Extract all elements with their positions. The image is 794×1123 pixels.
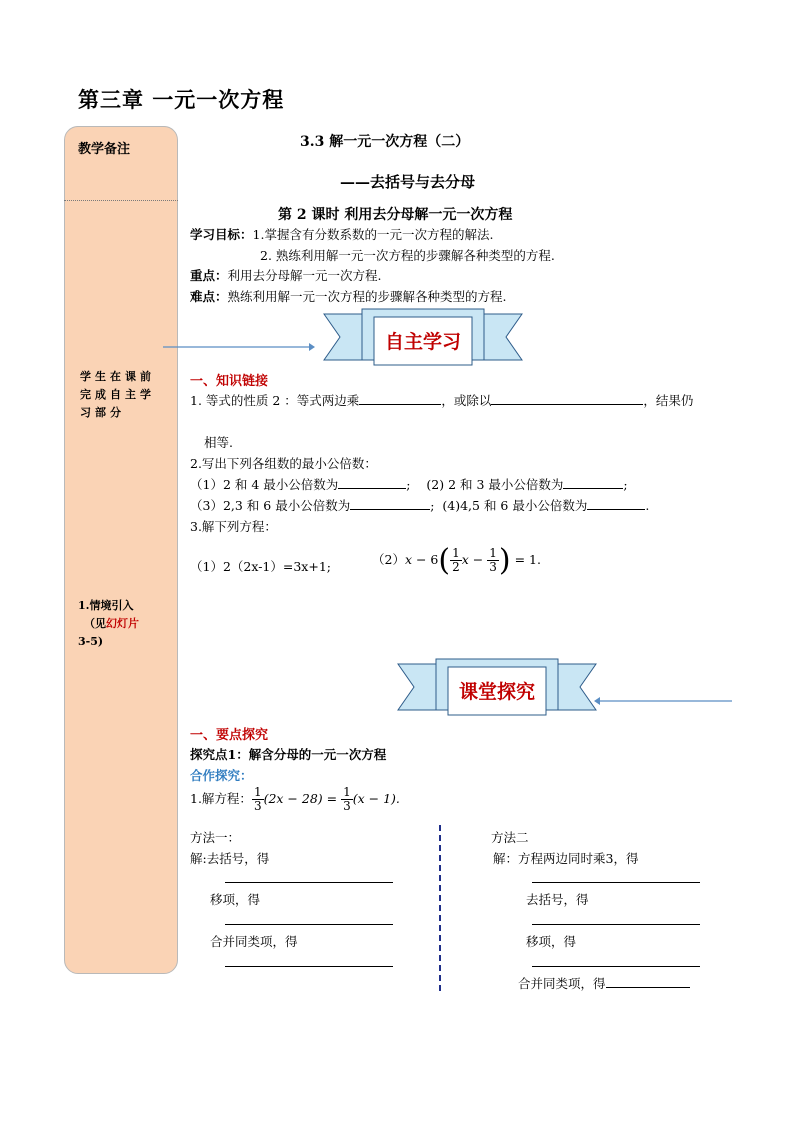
equation-1: （1）2（2x-1）=3x+1; [190, 559, 331, 574]
question-3: 3.解下列方程： [190, 519, 277, 534]
methods-divider [439, 825, 441, 991]
explore-point-1: 探究点1：解含分母的一元一次方程 [190, 747, 387, 762]
objective-item-1: 1.掌握含有分数系数的一元一次方程的解法. [252, 227, 494, 242]
method1-step-1: 解:去括号，得 [190, 851, 270, 866]
task-end: (x − 1). [352, 791, 400, 806]
method2-step-2: 去括号，得 [526, 892, 589, 907]
q1-text-a: 1. 等式的性质 2 ：等式两边乘 [190, 393, 360, 408]
method2-step-1: 解：方程两边同时乘3，得 [493, 851, 639, 866]
note-intro-slides: 幻灯片 [106, 617, 139, 630]
q1-continuation: 相等. [204, 435, 233, 450]
question-2-row-2: （3）2,3 和 6 最小公倍数为 ; (4)4,5 和 6 最小公倍数为 . [190, 498, 650, 513]
blank-5[interactable] [350, 497, 430, 510]
knowledge-heading: 一、知识链接 [190, 374, 269, 389]
task-frac-2: $\frac{1}{3}$ [343, 785, 351, 813]
eq2-frac-1: $\frac{1}{2}$ [452, 546, 460, 574]
key-text: 利用去分母解一元一次方程. [227, 268, 382, 283]
eq2-minus6: − 6 [412, 552, 439, 567]
blank-1[interactable] [359, 392, 441, 405]
q2-2-text: (2) 2 和 3 最小公倍数为 [426, 477, 564, 492]
task-equation [190, 786, 400, 813]
sidebar-note-preview: 学生在课前完成自主学习部分 [80, 370, 155, 419]
equation-2: （2）x − 6( $\frac{1}{2}$ x − $\frac{1}{3}$ ) = 1. [372, 543, 541, 578]
task-prefix: 1.解方程： [190, 791, 252, 806]
note-intro-prefix: 1.情境引入 [78, 599, 134, 612]
method1-answer-line-3[interactable] [225, 966, 393, 967]
method1-step-2: 移项，得 [210, 892, 261, 907]
eq2-x: x [404, 552, 413, 567]
q1-text-b: ，或除以 [441, 393, 492, 408]
section-title: 3.3 解一元一次方程（二） [300, 134, 470, 150]
method2-step-4 [518, 974, 690, 992]
blank-2[interactable] [491, 392, 643, 405]
task-frac-1: $\frac{1}{3}$ [253, 785, 262, 813]
q1-text-c: ，结果仍 [643, 393, 694, 408]
key-label: 重点： [190, 268, 228, 283]
chapter-title: 第三章 一元一次方程 [78, 87, 285, 112]
lesson-title: 第 2 课时 利用去分母解一元一次方程 [278, 207, 513, 223]
method2-title: 方法二 [491, 830, 529, 845]
sidebar-note-intro [78, 597, 170, 651]
question-2: 2.写出下列各组数的最小公倍数： [190, 456, 377, 471]
question-1 [190, 391, 693, 409]
blank-4[interactable] [563, 476, 623, 489]
blank-3[interactable] [338, 476, 406, 489]
sidebar-title: 教学备注 [78, 142, 131, 157]
key-point [190, 266, 382, 284]
banner-label-class-exploration: 课堂探究 [458, 681, 535, 703]
q2-3-text: （3）2,3 和 6 最小公倍数为 [190, 498, 351, 513]
method2-answer-line-3[interactable] [532, 966, 700, 967]
method2-step-3: 移项，得 [526, 934, 577, 949]
question-2-row-1: （1）2 和 4 最小公倍数为 ; (2) 2 和 3 最小公倍数为 ; [190, 477, 628, 492]
difficult-point [190, 287, 507, 305]
sidebar-divider [64, 200, 178, 201]
explore-heading: 一、要点探究 [190, 728, 269, 743]
method1-answer-line-2[interactable] [225, 924, 393, 925]
q2-1-text: （1）2 和 4 最小公倍数为 [190, 477, 339, 492]
note-intro-range: 3-5) [78, 635, 104, 648]
objective-item-2: 2. 熟练利用解一元一次方程的步骤解各种类型的方程. [260, 248, 555, 263]
method2-answer-line-1[interactable] [532, 882, 700, 883]
eq2-prefix: （2） [372, 552, 405, 567]
method1-step-3: 合并同类项，得 [210, 934, 298, 949]
blank-6[interactable] [587, 497, 645, 510]
banner-label-self-study: 自主学习 [384, 331, 461, 353]
difficult-label: 难点： [190, 289, 228, 304]
objective-line-1 [190, 225, 493, 243]
note-intro-open: （见 [84, 617, 106, 630]
difficult-text: 熟练利用解一元一次方程的步骤解各种类型的方程. [227, 289, 507, 304]
method2-answer-line-4[interactable] [606, 975, 690, 988]
sidebar-notes-panel [64, 126, 178, 974]
objectives-label: 学习目标： [190, 227, 253, 242]
section-subtitle: ——去括号与去分母 [340, 173, 476, 191]
method1-answer-line-1[interactable] [225, 882, 393, 883]
task-mid: (2x − 28) = [263, 791, 342, 806]
eq2-frac-2: $\frac{1}{3}$ [489, 546, 497, 574]
q2-4-text: (4)4,5 和 6 最小公倍数为 [442, 498, 588, 513]
cooperative-label: 合作探究： [190, 768, 253, 783]
method2-answer-line-2[interactable] [532, 924, 700, 925]
eq2-suffix: = 1. [510, 552, 541, 567]
arrow-right [163, 341, 315, 353]
method2-step-4-text: 合并同类项，得 [518, 976, 606, 991]
method1-title: 方法一： [190, 830, 241, 845]
arrow-left [594, 695, 732, 707]
